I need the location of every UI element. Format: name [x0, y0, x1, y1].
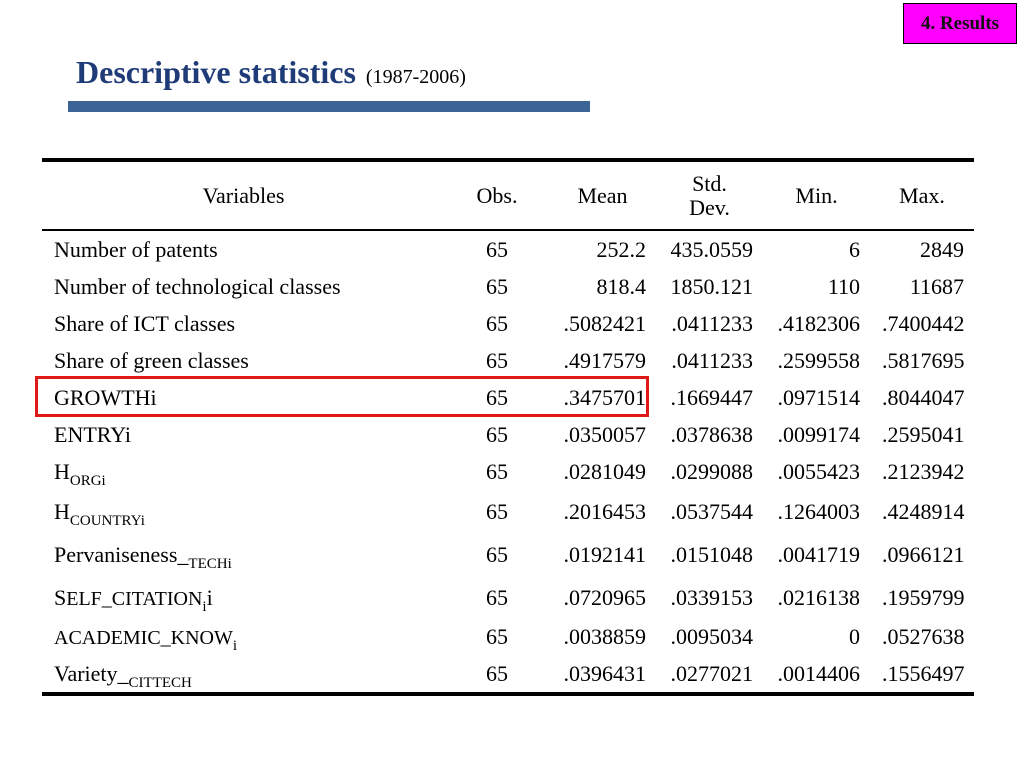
cell-obs: 65 — [486, 584, 508, 610]
table-row — [42, 655, 974, 694]
row-label: Share of ICT classes — [54, 310, 236, 336]
cell-std: .0537544 — [670, 498, 753, 524]
title-underline-bar — [68, 101, 590, 112]
label-subscript: TECHi — [188, 555, 232, 572]
cell-min: .0041719 — [777, 541, 860, 567]
section-badge: 4. Results — [903, 3, 1017, 44]
cell-min: .0055423 — [777, 458, 860, 484]
cell-std: .1669447 — [670, 384, 753, 410]
descriptive-statistics-table — [42, 158, 974, 696]
cell-min: .0216138 — [777, 584, 860, 610]
cell-min: .1264003 — [777, 498, 860, 524]
cell-min: 0 — [849, 624, 860, 650]
row-label — [42, 533, 445, 576]
cell-obs: 65 — [486, 458, 508, 484]
table-row — [42, 533, 974, 576]
cell-max: .0966121 — [882, 541, 965, 567]
label-subscript: COUNTRYi — [69, 512, 145, 529]
cell-std: .0411233 — [671, 310, 753, 336]
cell-mean: .0350057 — [563, 421, 646, 447]
header-std-line2: Dev. — [689, 194, 730, 220]
header-std-dev — [656, 160, 763, 230]
cell-std: .0095034 — [670, 624, 753, 650]
row-label: Number of technological classes — [54, 273, 341, 299]
cell-max: .8044047 — [882, 384, 965, 410]
page-title — [76, 54, 466, 91]
cell-obs: 65 — [486, 624, 508, 650]
table-row — [42, 342, 974, 379]
cell-std: .0299088 — [670, 458, 753, 484]
cell-max: 2849 — [920, 236, 964, 262]
table-row — [42, 416, 974, 453]
table-row — [42, 453, 974, 490]
cell-obs: 65 — [486, 273, 508, 299]
cell-min: .0971514 — [777, 384, 860, 410]
header-obs: Obs. — [476, 182, 518, 208]
cell-std: 1850.121 — [670, 273, 753, 299]
table-header-row — [42, 160, 974, 230]
cell-mean: 252.2 — [596, 236, 646, 262]
cell-min: .2599558 — [777, 347, 860, 373]
cell-obs: 65 — [486, 236, 508, 262]
cell-mean: .2016453 — [563, 498, 646, 524]
cell-std: .0411233 — [671, 347, 753, 373]
label-subscript: i — [202, 598, 207, 615]
header-min: Min. — [795, 182, 838, 208]
cell-obs: 65 — [486, 384, 508, 410]
table-row — [42, 230, 974, 268]
cell-max: .1959799 — [882, 584, 965, 610]
cell-mean: .0038859 — [563, 624, 646, 650]
row-label — [42, 490, 445, 533]
header-variables: Variables — [202, 182, 285, 208]
label-end: i — [206, 584, 213, 610]
row-label — [42, 453, 445, 490]
title-period: (1987-2006) — [365, 66, 466, 88]
row-label: Share of green classes — [54, 347, 249, 373]
label-main: Pervaniseness_ — [54, 541, 189, 567]
cell-std: 435.0559 — [670, 236, 753, 262]
cell-max: .2123942 — [882, 458, 965, 484]
cell-max: .2595041 — [882, 421, 965, 447]
label-subscript: CITTECH — [128, 674, 192, 691]
cell-std: .0378638 — [670, 421, 753, 447]
cell-std: .0151048 — [670, 541, 753, 567]
cell-obs: 65 — [486, 541, 508, 567]
table-row — [42, 268, 974, 305]
label-main: S — [54, 584, 67, 610]
cell-obs: 65 — [486, 498, 508, 524]
cell-obs: 65 — [486, 660, 508, 686]
header-max: Max. — [899, 182, 945, 208]
cell-min: 110 — [827, 273, 860, 299]
cell-mean: .5082421 — [563, 310, 646, 336]
cell-std: .0277021 — [670, 660, 753, 686]
cell-min: .0014406 — [777, 660, 860, 686]
header-std-line1: Std. — [692, 171, 727, 197]
cell-min: 6 — [849, 236, 860, 262]
table-row — [42, 576, 974, 619]
cell-min: .4182306 — [777, 310, 860, 336]
cell-max: .4248914 — [882, 498, 965, 524]
cell-obs: 65 — [486, 347, 508, 373]
cell-obs: 65 — [486, 310, 508, 336]
cell-mean: 818.4 — [596, 273, 646, 299]
row-label — [42, 619, 445, 655]
cell-mean: .0396431 — [563, 660, 646, 686]
cell-max: .5817695 — [882, 347, 965, 373]
table-row — [42, 305, 974, 342]
label-main: H — [54, 458, 70, 484]
table-row-highlighted — [42, 379, 974, 416]
label-main: ACADEMIC_KNOW — [54, 627, 233, 649]
cell-obs: 65 — [486, 421, 508, 447]
cell-max: .1556497 — [882, 660, 965, 686]
table-row — [42, 619, 974, 655]
cell-mean: .3475701 — [563, 384, 646, 410]
row-label: ENTRYi — [54, 421, 132, 447]
cell-mean: .0192141 — [563, 541, 646, 567]
cell-mean: .4917579 — [563, 347, 646, 373]
cell-mean: .0281049 — [563, 458, 646, 484]
label-main: H — [54, 498, 70, 524]
label-subscript: i — [232, 638, 238, 654]
label-main: Variety_ — [54, 660, 129, 686]
table-row — [42, 490, 974, 533]
label-subscript: ORGi — [69, 472, 106, 489]
cell-max: .0527638 — [882, 624, 965, 650]
cell-max: .7400442 — [882, 310, 965, 336]
cell-max: 11687 — [909, 273, 964, 299]
row-label — [42, 576, 445, 619]
row-label — [42, 655, 445, 694]
row-label: Number of patents — [54, 236, 218, 262]
cell-mean: .0720965 — [563, 584, 646, 610]
header-mean: Mean — [577, 182, 628, 208]
title-main: Descriptive statistics — [76, 54, 356, 90]
cell-min: .0099174 — [777, 421, 860, 447]
cell-std: .0339153 — [670, 584, 753, 610]
label-mid: ELF_CITATION — [66, 587, 203, 610]
row-label: GROWTHi — [54, 384, 157, 410]
